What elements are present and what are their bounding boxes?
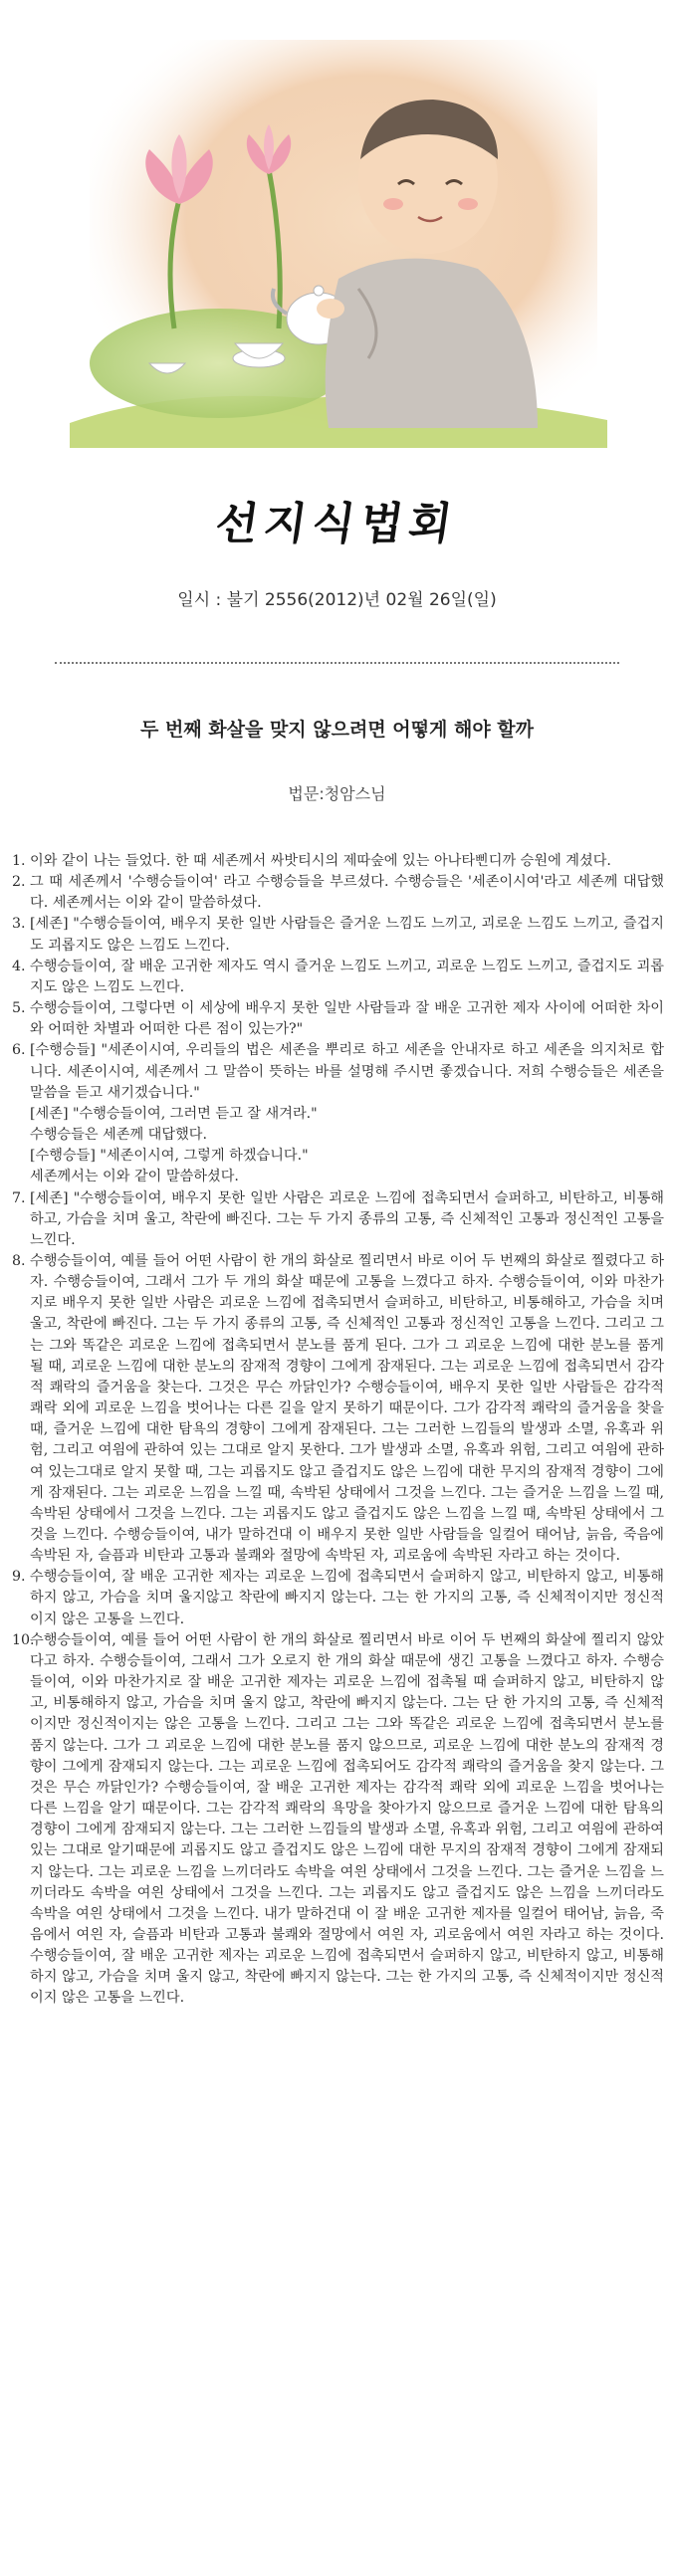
paragraph-text: 수행승들이여, 그렇다면 이 세상에 배우지 못한 일반 사람들과 잘 배운 고귀한 제자 사이에 어떠한 차이와 어떠한 차별과 어떠한 다른 점이 있는가?" [30, 1000, 664, 1038]
dialogue-line: [수행승들] "세존이시여, 그렇게 하겠습니다." [30, 1148, 309, 1165]
paragraph-number: 9. [12, 1569, 26, 1586]
paragraph-text: 수행승들이여, 잘 배운 고귀한 제자는 괴로운 느낌에 접촉되면서 슬퍼하지 않고, 비탄하지 않고, 비통해하지 않고, 가슴을 치며 울지않고 착란에 빠지지 않는다. 그는 한 가지의 고통, 즉 신체적이지만 정신적이지 않은 고통을 느낀다. [30, 1569, 664, 1627]
numbered-paragraph [12, 1188, 664, 1251]
numbered-paragraph [12, 957, 664, 998]
paragraph-text: 수행승들이여, 예를 들어 어떤 사람이 한 개의 화살로 찔리면서 바로 이어 두 번째의 화살로 찔렸다고 하자. 수행승들이여, 그래서 그가 두 개의 화살 때문에 고통을 느꼈다고 하자. 수행승들이여, 이와 마찬가지로 배우지 못한 일반 사람은 괴로운 느낌에 접촉되면서 슬퍼하고, 비탄하고, 비통해하고, 가슴을 치며 울고, 착란에 빠진다. 그는 두 가지 종류의 고통, 즉 신체적인 고통과 정신적인 고통을 느낀다. 그리고 그는 그와 똑같은 괴로운 느낌에 접촉되면서 분노를 품게 된다. 그가 그 괴로운 느낌에 대한 분노를 품게 될 때, 괴로운 느낌에 대한 분노의 잠재적 경향이 그에게 잠재된다. 그는 괴로운 느낌에 접촉되면서 감각적 쾌락의 즐거움을 찾는다. 그것은 무슨 까닭인가? 수행승들이여, 배우지 못한 일반 사람들은 감각적 쾌락 외에 괴로운 느낌을 벗어나는 다른 길을 알지 못하기 때문이다. 그가 감각적 쾌락의 즐거움을 찾을 때, 즐거운 느낌에 대한 탐욕의 경향이 그에게 잠재된다. 그는 그러한 느낌들의 발생과 소멸, 유혹과 위험, 그리고 여읨에 관하여 있는 그대로 알지 못한다. 그가 발생과 소멸, 유혹과 위험, 그리고 여읨에 관하여 있는그대로 알지 못할 때, 그는 괴롭지도 않고 즐겁지도 않은 느낌에 대한 무지의 잠재적 경향이 그에게 잠재된다. 그는 괴로운 느낌을 느낄 때, 속박된 상태에서 그것을 느낀다. 그는 즐거운 느낌을 느낄 때, 속박된 상태에서 그것을 느낀다. 그는 괴롭지도 않고 즐겁지도 않은 느낌을 느낄 때, 속박된 상태에서 그것을 느낀다. 수행승들이여, 내가 말하건대 이 배우지 못한 일반 사람들을 일컬어 태어남, 늙음, 죽음에 속박된 자, 슬픔과 비탄과 고통과 불쾌와 절망에 속박된 자, 괴로움에 속박된 자라고 하는 것이다. [30, 1252, 664, 1565]
paragraph-text: [세존] "수행승들이여, 배우지 못한 일반 사람들은 즐거운 느낌도 느끼고, 괴로운 느낌도 느끼고, 즐겁지도 괴롭지도 않은 느낌도 느낀다. [30, 916, 664, 954]
paragraph-number: 5. [12, 1000, 26, 1017]
event-date: 일시 : 불기 2556(2012)년 02월 26일(일) [177, 590, 497, 610]
paragraph-number: 6. [12, 1042, 26, 1059]
paragraph-number: 10. [12, 1631, 35, 1648]
paragraph-text: [세존] "수행승들이여, 배우지 못한 일반 사람은 괴로운 느낌에 접촉되면서 슬퍼하고, 비탄하고, 비통해하고, 가슴을 치며 울고, 착란에 빠진다. 그는 두 가지 종류의 고통, 즉 신체적인 고통과 정신적인 고통을 느낀다. [30, 1189, 664, 1248]
paragraph-number: 7. [12, 1189, 26, 1206]
paragraph-text: 수행승들이여, 예를 들어 어떤 사람이 한 개의 화살로 찔리면서 바로 이어 두 번째의 화살에 찔리지 않았다고 하자. 수행승들이여, 그래서 그가 오로지 한 개의 화살 때문에 생긴 고통을 느꼈다고 하자. 수행승들이여, 이와 마찬가지로 잘 배운 고귀한 제자는 괴로운 느낌에 접촉될 때 슬퍼하지 않고, 비탄하지 않고, 비통해하지 않고, 가슴을 치며 울지 않고, 착란에 빠지지 않는다. 그는 단 한 가지의 고통, 즉 신체적이지만 정신적이지는 않은 고통을 느낀다. 그리고 그는 그와 똑같은 괴로운 느낌에 접촉되면서 분노를 품지 않는다. 그가 그 괴로운 느낌에 대한 분노를 품지 않으므로, 괴로운 느낌에 대한 분노의 잠재적 경향이 그에게 잠재되지 않는다. 그는 괴로운 느낌에 접촉되어도 감각적 쾌락의 즐거움을 찾지 않는다. 그것은 무슨 까닭인가? 수행승들이여, 잘 배운 고귀한 제자는 감각적 쾌락 외에 괴로운 느낌을 벗어나는 다른 느낌을 알기 때문이다. 그는 감각적 쾌락의 욕망을 찾아가지 않으므로 즐거운 느낌에 대한 탐욕의 경향이 그에게 잠재되지 않는다. 그는 그러한 느낌들의 발생과 소멸, 유혹과 위험, 그리고 여읨에 관하여 있는 그대로 알기때문에 괴롭지도 않고 즐겁지도 않은 느낌에 대한 무지의 잠재적 경향이 그에게 잠재되지 않는다. 그는 괴로운 느낌을 느끼더라도 속박을 여읜 상태에서 그것을 느낀다. 그는 즐거운 느낌을 느끼더라도 속박을 여읜 상태에서 그것을 느낀다. 그는 괴롭지도 않고 즐겁지도 않은 느낌을 느끼더라도 속박을 여읜 상태에서 그것을 느낀다. 내가 말하건대 이 잘 배운 고귀한 제자를 일컬어 태어남, 늙음, 죽음에서 여읜 자, 슬픔과 비탄과 고통과 불쾌와 절망에서 여읜 자, 괴로움에서 여읜 자라고 하는 것이다. 수행승들이여, 잘 배운 고귀한 제자는 괴로운 느낌에 접촉되면서 슬퍼하지 않고, 비탄하지 않고, 비통해하지 않고, 가슴을 치며 울지 않고, 착란에 빠지지 않는다. 그는 한 가지의 고통, 즉 신체적이지만 정신적이지 않은 고통을 느낀다. [30, 1631, 664, 2007]
dialogue-line: [세존] "수행승들이여, 그러면 듣고 잘 새겨라." [30, 1105, 318, 1122]
numbered-paragraph [12, 1040, 664, 1103]
dialogue-line: 수행승들은 세존께 대답했다. [30, 1127, 207, 1144]
sermon-title: 두 번째 화살을 맞지 않으려면 어떻게 해야 할까 [139, 719, 535, 741]
paragraph-number: 8. [12, 1252, 26, 1269]
numbered-paragraph [12, 1251, 664, 1567]
paragraph-number: 4. [12, 958, 26, 974]
numbered-paragraph [12, 1630, 664, 2010]
tea-cup [233, 343, 285, 367]
numbered-paragraph [12, 1567, 664, 1629]
paragraph-text: 그 때 세존께서 '수행승들이여' 라고 수행승들을 부르셨다. 수행승들은 '세존이시여'라고 세존께 대답했다. 세존께서는 이와 같이 말씀하셨다. [30, 874, 664, 912]
dialogue-line: 세존께서는 이와 같이 말씀하셨다. [30, 1169, 239, 1185]
paragraph-number: 2. [12, 874, 26, 891]
sermon-body [12, 851, 664, 2010]
paragraph-text: 수행승들이여, 잘 배운 고귀한 제자도 역시 즐거운 느낌도 느끼고, 괴로운 느낌도 느끼고, 즐겁지도 괴롭지도 않은 느낌도 느낀다. [30, 958, 664, 995]
sermon-speaker: 법문:청암스님 [288, 784, 386, 803]
paragraph-text: [수행승들] "세존이시여, 우리들의 법은 세존을 뿌리로 하고 세존을 안내자로 하고 세존을 의지처로 합니다. 세존이시여, 세존께서 그 말씀이 뜻하는 바를 설명해 주시면 좋겠습니다. 저희 수행승들은 세존을 말씀을 듣고 새기겠습니다." [30, 1042, 664, 1101]
numbered-paragraph [12, 998, 664, 1040]
paragraph-number: 1. [12, 853, 26, 869]
numbered-paragraph [12, 914, 664, 956]
dotted-divider [55, 662, 619, 664]
numbered-paragraph [12, 872, 664, 914]
paragraph-text: 이와 같이 나는 들었다. 한 때 세존께서 싸밧티시의 제따숲에 있는 아나타삔디까 승원에 계셨다. [30, 853, 611, 869]
numbered-paragraph [12, 851, 664, 872]
monk-tea-illustration [70, 30, 607, 448]
dharma-assembly-logo: 선지식법회 [212, 499, 461, 549]
paragraph-number: 3. [12, 916, 26, 933]
